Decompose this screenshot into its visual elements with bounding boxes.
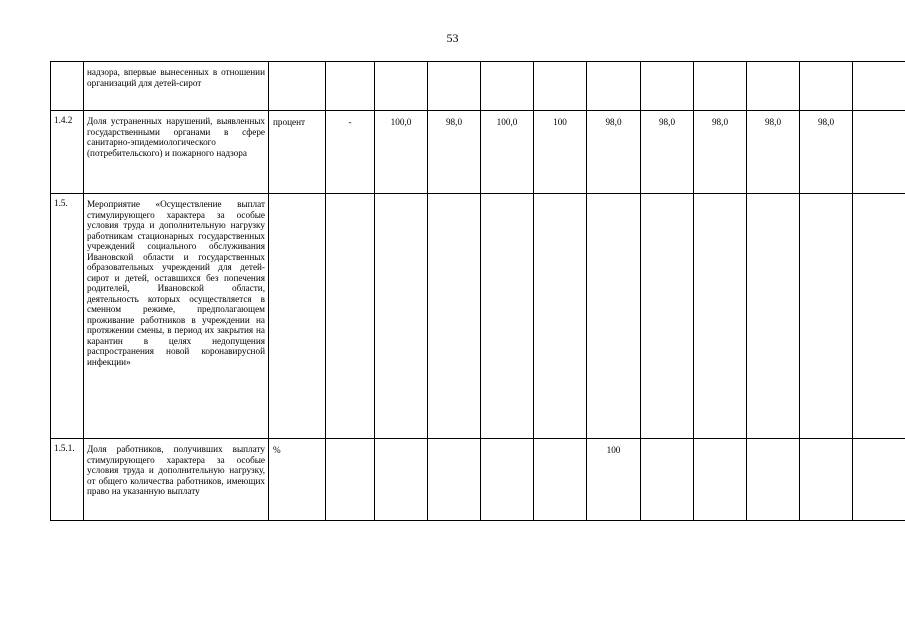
value-cell xyxy=(326,62,375,111)
row-number-cell: 1.5. xyxy=(51,194,84,439)
row-number-cell xyxy=(51,62,84,111)
unit-cell xyxy=(269,194,326,439)
unit-cell: процент xyxy=(269,111,326,194)
value-cell: 100,0 xyxy=(481,111,534,194)
value-cell xyxy=(800,62,853,111)
value-cell xyxy=(747,194,800,439)
value-cell xyxy=(534,62,587,111)
indicators-table xyxy=(50,61,905,521)
value-cell: 98,0 xyxy=(428,111,481,194)
unit-cell xyxy=(269,62,326,111)
value-cell xyxy=(587,194,641,439)
value-cell: 100,0 xyxy=(375,111,428,194)
value-cell: 98,0 xyxy=(694,111,747,194)
table-row xyxy=(51,62,905,111)
value-cell xyxy=(534,194,587,439)
indicator-description-cell: надзора, впервые вынесенных в отношении организаций для детей-сирот xyxy=(84,62,269,111)
value-cell xyxy=(534,439,587,521)
value-cell xyxy=(428,194,481,439)
page-number: 53 xyxy=(446,31,459,45)
row-number-cell: 1.4.2 xyxy=(51,111,84,194)
value-cell xyxy=(853,194,905,439)
table-row xyxy=(51,194,905,439)
value-cell xyxy=(641,194,694,439)
unit-cell: % xyxy=(269,439,326,521)
value-cell: - xyxy=(326,111,375,194)
value-cell: 98,0 xyxy=(641,111,694,194)
value-cell: 98,0 xyxy=(747,111,800,194)
value-cell xyxy=(853,439,905,521)
value-cell xyxy=(800,439,853,521)
value-cell xyxy=(694,194,747,439)
indicator-description-cell: Доля работников, получивших выплату стимулирующего характера за особые условия труда и дополнительную нагрузку, от общего количества работников, имеющих право на указанную выплату xyxy=(84,439,269,521)
value-cell xyxy=(694,439,747,521)
value-cell: 98,0 xyxy=(587,111,641,194)
table-row xyxy=(51,439,905,521)
value-cell: 100 xyxy=(534,111,587,194)
value-cell xyxy=(853,62,905,111)
value-cell xyxy=(800,194,853,439)
value-cell xyxy=(375,62,428,111)
value-cell xyxy=(641,439,694,521)
value-cell xyxy=(375,194,428,439)
value-cell xyxy=(326,439,375,521)
table-row xyxy=(51,111,905,194)
value-cell: 100 xyxy=(587,439,641,521)
value-cell xyxy=(641,62,694,111)
value-cell xyxy=(481,194,534,439)
value-cell xyxy=(375,439,428,521)
indicator-description-cell: Мероприятие «Осуществление выплат стимулирующего характера за особые условия труда и дополнительную нагрузку работникам стационарных государственных учреждений социального обслуживания Ивановской области и государственных образовательных учреждений для детей-сирот и детей, оставшихся без попечения родителей, Ивановской области, деятельность которых осуществляется в сменном режиме, предполагающем проживание работников в учреждении на протяжении смены, в период их закрытия на карантин в целях недопущения распространения новой коронавирусной инфекции» xyxy=(84,194,269,439)
indicator-description-cell: Доля устраненных нарушений, выявленных государственными органами в сфере санитарно-эпидемиологического (потребительского) и пожарного надзора xyxy=(84,111,269,194)
value-cell xyxy=(326,194,375,439)
value-cell xyxy=(747,62,800,111)
value-cell xyxy=(853,111,905,194)
value-cell xyxy=(481,439,534,521)
value-cell xyxy=(428,62,481,111)
value-cell xyxy=(428,439,481,521)
value-cell xyxy=(481,62,534,111)
value-cell xyxy=(747,439,800,521)
value-cell: 98,0 xyxy=(800,111,853,194)
value-cell xyxy=(694,62,747,111)
value-cell xyxy=(587,62,641,111)
row-number-cell: 1.5.1. xyxy=(51,439,84,521)
